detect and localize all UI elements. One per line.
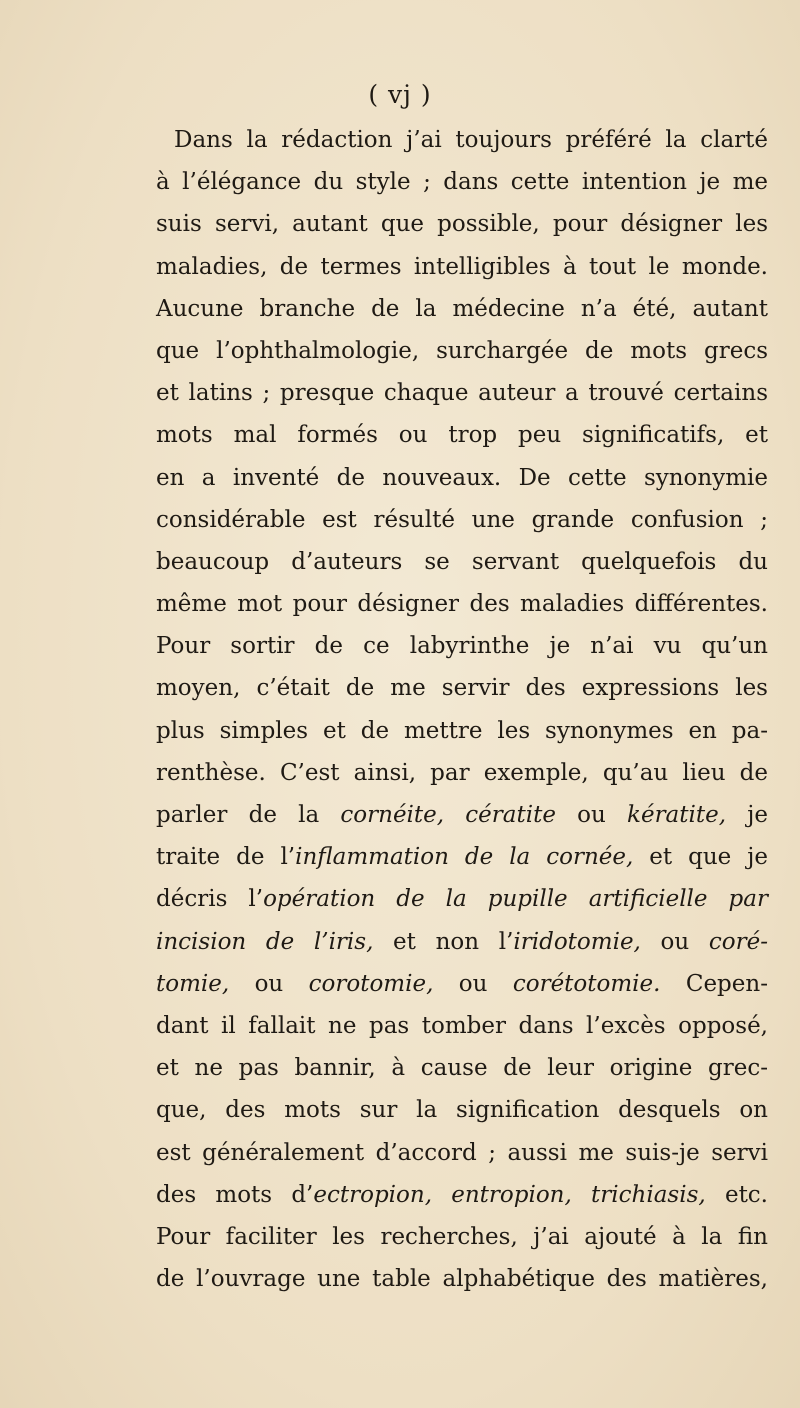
italic-term: iridotomie, — [513, 928, 641, 955]
text-line: Pour sortir de ce labyrinthe je n’ai vu qu’un — [156, 633, 768, 660]
text-line: parler de la cornéite, cératite ou kératite, je — [156, 802, 768, 828]
italic-term: corotomie, — [308, 970, 434, 997]
text-line: de l’ouvrage une table alphabétique des matières, — [156, 1266, 768, 1293]
text-line: même mot pour désigner des maladies différentes. — [156, 591, 768, 618]
text-line: Dans la rédaction j’ai toujours préféré la clarté — [174, 127, 768, 153]
text-line: tomie, ou corotomie, ou corétotomie. Cepen- — [156, 970, 768, 997]
text-line: plus simples et de mettre les synonymes en pa- — [156, 717, 768, 744]
italic-term: cornéite, cératite — [340, 802, 556, 828]
italic-term: opération de la pupille artificielle par — [263, 886, 768, 913]
italic-term: kératite, — [627, 802, 727, 828]
text-line: et ne pas bannir, à cause de leur origine grec- — [156, 1055, 768, 1082]
text-line: et latins ; presque chaque auteur a trouvé certains — [156, 380, 768, 407]
text-line: beaucoup d’auteurs se servant quelquefois du — [156, 548, 768, 575]
italic-term: ectropion, entropion, trichiasis, — [313, 1181, 706, 1208]
text-line: considérable est résulté une grande confusion ; — [156, 506, 768, 533]
italic-term: tomie, — [156, 970, 230, 997]
text-line: en a inventé de nouveaux. De cette synonymie — [156, 464, 768, 491]
text-line: est généralement d’accord ; aussi me suis-je servi — [156, 1139, 768, 1166]
text-line: des mots d’ectropion, entropion, trichiasis, etc. — [156, 1181, 768, 1208]
text-line: incision de l’iris, et non l’iridotomie, ou coré- — [156, 928, 768, 955]
text-line: moyen, c’était de me servir des expressions les — [156, 675, 768, 702]
text-line: Pour faciliter les recherches, j’ai ajouté à la fin — [156, 1223, 768, 1250]
text-line: décris l’opération de la pupille artificielle par — [156, 886, 768, 913]
italic-term: corétotomie. — [512, 970, 661, 997]
italic-term: inflammation de la cornée, — [295, 844, 634, 871]
page-number: ( vj ) — [368, 80, 432, 109]
text-line: que, des mots sur la signification desquels on — [156, 1097, 768, 1124]
text-line: Aucune branche de la médecine n’a été, autant — [156, 295, 768, 322]
text-line: que l’ophthalmologie, surchargée de mots grecs — [156, 337, 768, 364]
text-line: à l’élégance du style ; dans cette intention je me — [156, 169, 768, 196]
text-line: renthèse. C’est ainsi, par exemple, qu’au lieu de — [156, 759, 768, 786]
text-line: traite de l’inflammation de la cornée, et que je — [156, 844, 768, 871]
text-line: dant il fallait ne pas tomber dans l’excès opposé, — [156, 1012, 768, 1039]
italic-term: coré- — [708, 928, 768, 955]
italic-term: incision de l’iris, — [156, 928, 374, 955]
text-line: mots mal formés ou trop peu significatifs, et — [156, 422, 768, 449]
text-line: suis servi, autant que possible, pour désigner les — [156, 211, 768, 238]
body-text — [156, 119, 768, 1300]
text-line: maladies, de termes intelligibles à tout le monde. — [156, 253, 768, 280]
